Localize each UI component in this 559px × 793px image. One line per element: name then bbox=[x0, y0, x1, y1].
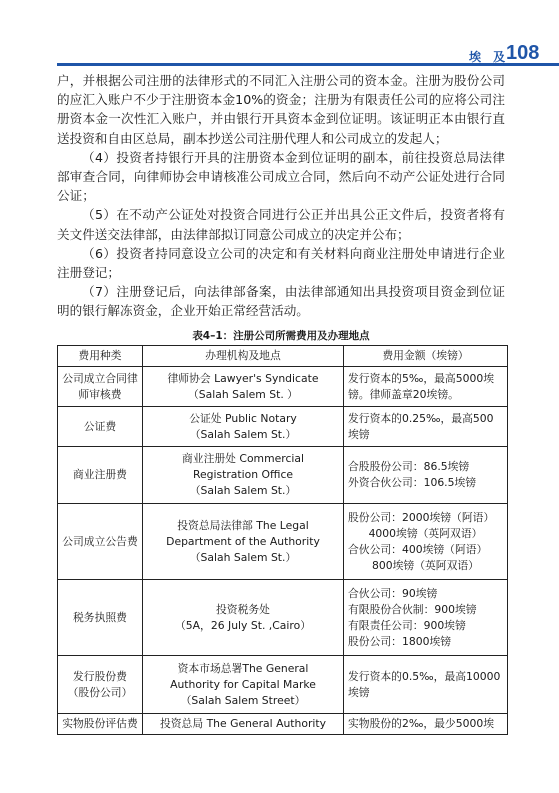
cell-line: 公司成立合同律 bbox=[62, 371, 138, 385]
cell-line: 律师协会 Lawyer's Syndicate bbox=[167, 371, 319, 385]
paragraph-continued: 户，并根据公司注册的法律形式的不同汇入注册公司的资本金。注册为股份公司的应汇入账户不少于注册资本金10%的资金；注册为有限责任公司的应将公司注册资本金一次性汇入账户，并由银行开具资本金到位证明。该证明正本由银行直送投资和自由区总局，副本抄送公司注册代理人和公司成立的发起人； bbox=[57, 73, 505, 146]
cell-line: 埃镑 bbox=[348, 685, 370, 699]
paragraph-step-6: （6）投资者持同意设立公司的决定和有关材料向商业注册处申请进行企业注册登记； bbox=[57, 245, 505, 281]
cell-line: 埃镑 bbox=[348, 427, 370, 441]
cell-line: （5A，26 July St. ,Cairo） bbox=[174, 618, 311, 632]
office-cell bbox=[143, 580, 344, 656]
cell-line: 镑。律师盖章20埃镑。 bbox=[348, 387, 459, 401]
table-header-row bbox=[58, 346, 508, 367]
cell-line: （Salah Salem St.） bbox=[189, 427, 297, 441]
cell-line: 合股股份公司：86.5埃镑 bbox=[348, 460, 470, 473]
cell-line: （Salah Salem St. ） bbox=[188, 387, 298, 401]
cell-line: 师审核费 bbox=[78, 387, 122, 401]
cell-line: 发行资本的5‰，最高5000埃 bbox=[348, 371, 495, 385]
cell-line: 800埃镑（英阿双语） bbox=[372, 558, 479, 572]
fee-type-cell bbox=[58, 447, 143, 504]
table-row bbox=[58, 504, 508, 580]
cell-line: 公证处 Public Notary bbox=[189, 411, 297, 425]
amount-cell bbox=[344, 714, 508, 735]
office-cell bbox=[143, 714, 344, 735]
amount-cell bbox=[344, 447, 508, 504]
cell-line: （Salah Salem St.） bbox=[189, 550, 297, 564]
amount-cell bbox=[344, 367, 508, 407]
table-row bbox=[58, 407, 508, 447]
cell-line: 有限股份合伙制：900埃镑 bbox=[348, 602, 477, 616]
column-header-amount: 费用金额（埃镑） bbox=[344, 346, 508, 367]
running-header: 埃 及 bbox=[469, 50, 510, 64]
cell-line: 外资合伙公司：106.5埃镑 bbox=[348, 476, 477, 489]
office-cell bbox=[143, 367, 344, 407]
cell-line: （Salah Salem St.） bbox=[189, 484, 297, 497]
cell-line: 发行资本的0.5‰，最高10000 bbox=[348, 669, 501, 683]
cell-line: 商业注册处 Commercial bbox=[182, 452, 304, 465]
cell-line: 发行资本的0.25‰，最高500 bbox=[348, 411, 494, 425]
cell-line: 公司成立公告费 bbox=[62, 534, 138, 548]
cell-line: 投资总局法律部 The Legal bbox=[177, 518, 309, 532]
paragraph-step-4: （4）投资者持银行开具的注册资本金到位证明的副本，前往投资总局法律部审查合同，向律师协会申请核准公司成立合同，然后向不动产公证处进行合同公证； bbox=[57, 149, 505, 204]
cell-line: 股份公司：2000埃镑（阿语） bbox=[348, 510, 495, 524]
cell-line: 有限责任公司：900埃镑 bbox=[348, 618, 466, 632]
cell-line: （股份公司） bbox=[67, 685, 133, 699]
cell-line: Authority for Capital Marke bbox=[170, 677, 316, 691]
cell-line: （Salah Salem Street） bbox=[180, 693, 306, 707]
table-row bbox=[58, 656, 508, 714]
amount-cell bbox=[344, 580, 508, 656]
amount-cell bbox=[344, 656, 508, 714]
cell-line: 实物股份评估费 bbox=[62, 717, 138, 730]
table-row bbox=[58, 714, 508, 735]
paragraph-step-5: （5）在不动产公证处对投资合同进行公正并出具公正文件后，投资者将有关文件送交法律部，由法律部拟订同意公司成立的决定并公布； bbox=[57, 207, 505, 242]
cell-line: 投资税务处 bbox=[216, 602, 270, 616]
cell-line: 商业注册费 bbox=[73, 468, 127, 481]
fee-type-cell bbox=[58, 580, 143, 656]
paragraph-step-7: （7）注册登记后，向法律部备案，由法律部通知出具投资项目资金到位证明的银行解冻资金，企业开始正常经营活动。 bbox=[57, 284, 505, 319]
office-cell bbox=[143, 504, 344, 580]
fee-type-cell bbox=[58, 367, 143, 407]
fee-type-cell bbox=[58, 407, 143, 447]
amount-cell bbox=[344, 407, 508, 447]
office-cell bbox=[143, 407, 344, 447]
table-row bbox=[58, 447, 508, 504]
fee-type-cell bbox=[58, 656, 143, 714]
table-row bbox=[58, 367, 508, 407]
cell-line: 合伙公司：90埃镑 bbox=[348, 586, 438, 600]
cell-line: Registration Office bbox=[192, 468, 294, 481]
cell-line: 4000埃镑（英阿双语） bbox=[368, 526, 483, 540]
amount-cell bbox=[344, 504, 508, 580]
table-caption: 表4–1：注册公司所需费用及办理地点 bbox=[192, 330, 370, 342]
cell-line: 投资总局 The General Authority bbox=[159, 717, 327, 730]
table-row bbox=[58, 580, 508, 656]
body-text bbox=[57, 71, 505, 321]
cell-line: 实物股份的2‰，最少5000埃 bbox=[348, 717, 495, 730]
office-cell bbox=[143, 656, 344, 714]
cell-line: 股份公司：1800埃镑 bbox=[348, 634, 452, 648]
page-number: 108 bbox=[506, 42, 540, 64]
office-cell bbox=[143, 447, 344, 504]
fees-table bbox=[57, 345, 508, 735]
cell-line: 合伙公司：400埃镑（阿语） bbox=[348, 542, 488, 556]
column-header-fee-type: 费用种类 bbox=[58, 346, 143, 367]
cell-line: 税务执照费 bbox=[73, 610, 127, 624]
cell-line: Department of the Authority bbox=[166, 534, 320, 548]
cell-line: 公证费 bbox=[83, 419, 117, 433]
cell-line: 发行股份费 bbox=[73, 669, 127, 683]
fee-type-cell bbox=[58, 504, 143, 580]
fee-type-cell bbox=[58, 714, 143, 735]
column-header-office: 办理机构及地点 bbox=[143, 346, 344, 367]
cell-line: 资本市场总署The General bbox=[177, 661, 309, 675]
